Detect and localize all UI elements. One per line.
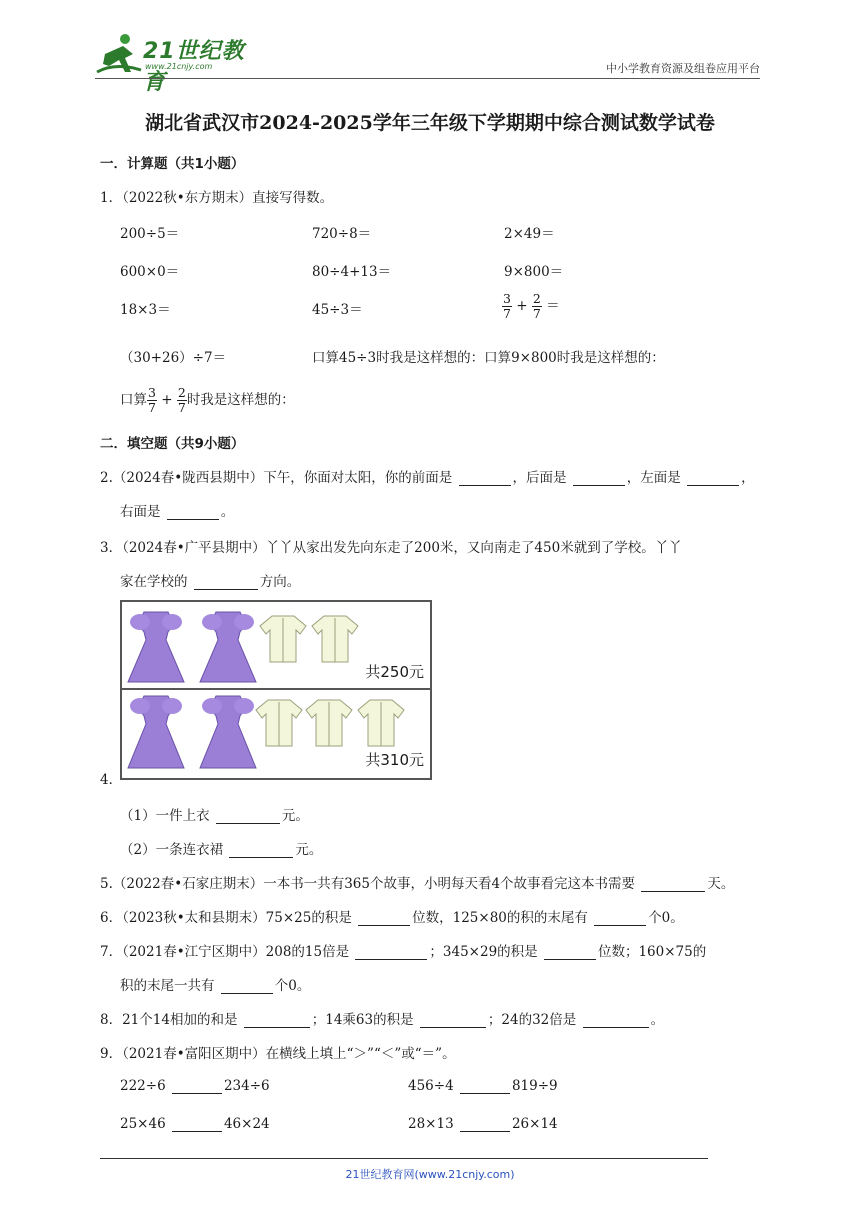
page-header [95, 30, 760, 95]
answer-blank[interactable] [459, 471, 511, 486]
answer-blank[interactable] [229, 843, 293, 858]
q5: 5.（2022春•石家庄期末）一本书一共有365个故事，小明每天看4个故事看完这本书需要 天。 [100, 876, 735, 892]
footer-divider [100, 1158, 708, 1159]
q9-compare-4: 28×13 26×14 [408, 1116, 558, 1132]
q3-line-1: 3．（2024春•广平县期中）丫丫从家出发先向东走了200米，又向南走了450米就到了学校。丫丫 [100, 540, 682, 556]
clothing-picture [120, 600, 432, 780]
q4-sub-2: （2）一条连衣裙 元。 [120, 842, 323, 858]
q9-compare-2: 456÷4 819÷9 [408, 1078, 558, 1094]
logo [95, 32, 255, 95]
q1-r1-c1: 200÷5＝ [120, 226, 180, 242]
answer-blank[interactable] [167, 505, 219, 520]
q4-sub-1: （1）一件上衣 元。 [120, 808, 309, 824]
page-title: 湖北省武汉市2024-2025学年三年级下学期期中综合测试数学试卷 [145, 112, 715, 134]
q1-r2-c3: 9×800＝ [504, 264, 564, 280]
fraction: $\frac{2}{7}$ [177, 385, 186, 415]
answer-blank[interactable] [687, 471, 739, 486]
q7-line-1: 7．（2021春•江宁区期中）208的15倍是 ；345×29的积是 位数；160×75的 [100, 944, 707, 960]
answer-blank[interactable] [244, 1013, 310, 1028]
answer-blank[interactable] [355, 945, 427, 960]
q7-line-2: 积的末尾一共有 个0。 [120, 978, 311, 994]
q4-number: 4． [100, 772, 123, 788]
picture-row-1 [122, 602, 430, 690]
q9-compare-1: 222÷6 234÷6 [120, 1078, 270, 1094]
answer-blank[interactable] [216, 809, 280, 824]
answer-blank[interactable] [544, 945, 596, 960]
q1-r1-c3: 2×49＝ [504, 226, 555, 242]
q1-stem: 1．（2022秋•东方期末）直接写得数。 [100, 190, 334, 206]
q1-r2-c2: 80÷4+13＝ [312, 264, 392, 280]
footer-link[interactable]: 21世纪教育网(www.21cnjy.com) [345, 1168, 515, 1181]
answer-blank[interactable] [460, 1079, 510, 1094]
fraction: $\frac{3}{7}$ [148, 385, 156, 415]
section-2-title: 二．填空题（共9小题） [100, 436, 245, 452]
dress-icon [128, 612, 184, 682]
fraction: $\frac{3}{7}$ [503, 291, 511, 321]
shirt-icon [256, 700, 302, 746]
dress-icon [128, 696, 184, 768]
price-label: 共310元 [365, 751, 424, 769]
answer-blank[interactable] [583, 1013, 649, 1028]
q1-r3-c3: $\frac{3}{7}$ + $\frac{2}{7}$ ＝ [503, 291, 560, 321]
q6: 6．（2023秋•太和县期末）75×25的积是 位数，125×80的积的末尾有 个0。 [100, 910, 684, 926]
q1-r1-c2: 720÷8＝ [312, 226, 372, 242]
q2-line-2: 右面是 。 [120, 504, 235, 520]
q1-r2-c1: 600×0＝ [120, 264, 180, 280]
q8: 8．21个14相加的和是 ；14乘63的积是 ；24的32倍是 。 [100, 1012, 665, 1028]
shirt-icon [260, 616, 306, 662]
answer-blank[interactable] [641, 877, 705, 892]
dress-icon [200, 696, 256, 768]
q1-r3-c2: 45÷3＝ [312, 302, 363, 318]
picture-row-2 [122, 690, 430, 776]
answer-blank[interactable] [172, 1117, 222, 1132]
runner-logo-icon [95, 32, 143, 76]
section-1-title: 一．计算题（共1小题） [100, 156, 245, 172]
q9-compare-3: 25×46 46×24 [120, 1116, 270, 1132]
logo-text: 21世纪教育 [143, 39, 245, 95]
q1-r5: 口算 $\frac{3}{7}$ + $\frac{2}{7}$ 时我是这样想的： [120, 385, 295, 415]
q3-line-2: 家在学校的 方向。 [120, 574, 301, 590]
q2-line-1: 2.（2024春•陇西县期中）下午，你面对太阳，你的前面是 ，后面是 ，左面是 ， [100, 470, 755, 486]
fraction: $\frac{2}{7}$ [532, 291, 541, 321]
answer-blank[interactable] [221, 979, 273, 994]
q1-r4-c1: （30+26）÷7＝ [120, 350, 227, 366]
q9-stem: 9．（2021春•富阳区期中）在横线上填上“＞”“＜”或“＝”。 [100, 1046, 456, 1062]
dress-icon [200, 612, 256, 682]
shirt-icon [306, 700, 352, 746]
answer-blank[interactable] [573, 471, 625, 486]
shirt-icon [358, 700, 404, 746]
price-label: 共250元 [365, 663, 424, 681]
answer-blank[interactable] [358, 911, 410, 926]
answer-blank[interactable] [420, 1013, 486, 1028]
platform-name: 中小学教育资源及组卷应用平台 [606, 62, 760, 75]
shirt-icon [312, 616, 358, 662]
answer-blank[interactable] [194, 575, 258, 590]
answer-blank[interactable] [594, 911, 646, 926]
header-divider [95, 78, 760, 79]
logo-url: www.21cnjy.com [145, 62, 213, 71]
q1-r4-c2: 口算45÷3时我是这样想的：口算9×800时我是这样想的： [312, 350, 665, 366]
answer-blank[interactable] [172, 1079, 222, 1094]
answer-blank[interactable] [460, 1117, 510, 1132]
q1-r3-c1: 18×3＝ [120, 302, 171, 318]
